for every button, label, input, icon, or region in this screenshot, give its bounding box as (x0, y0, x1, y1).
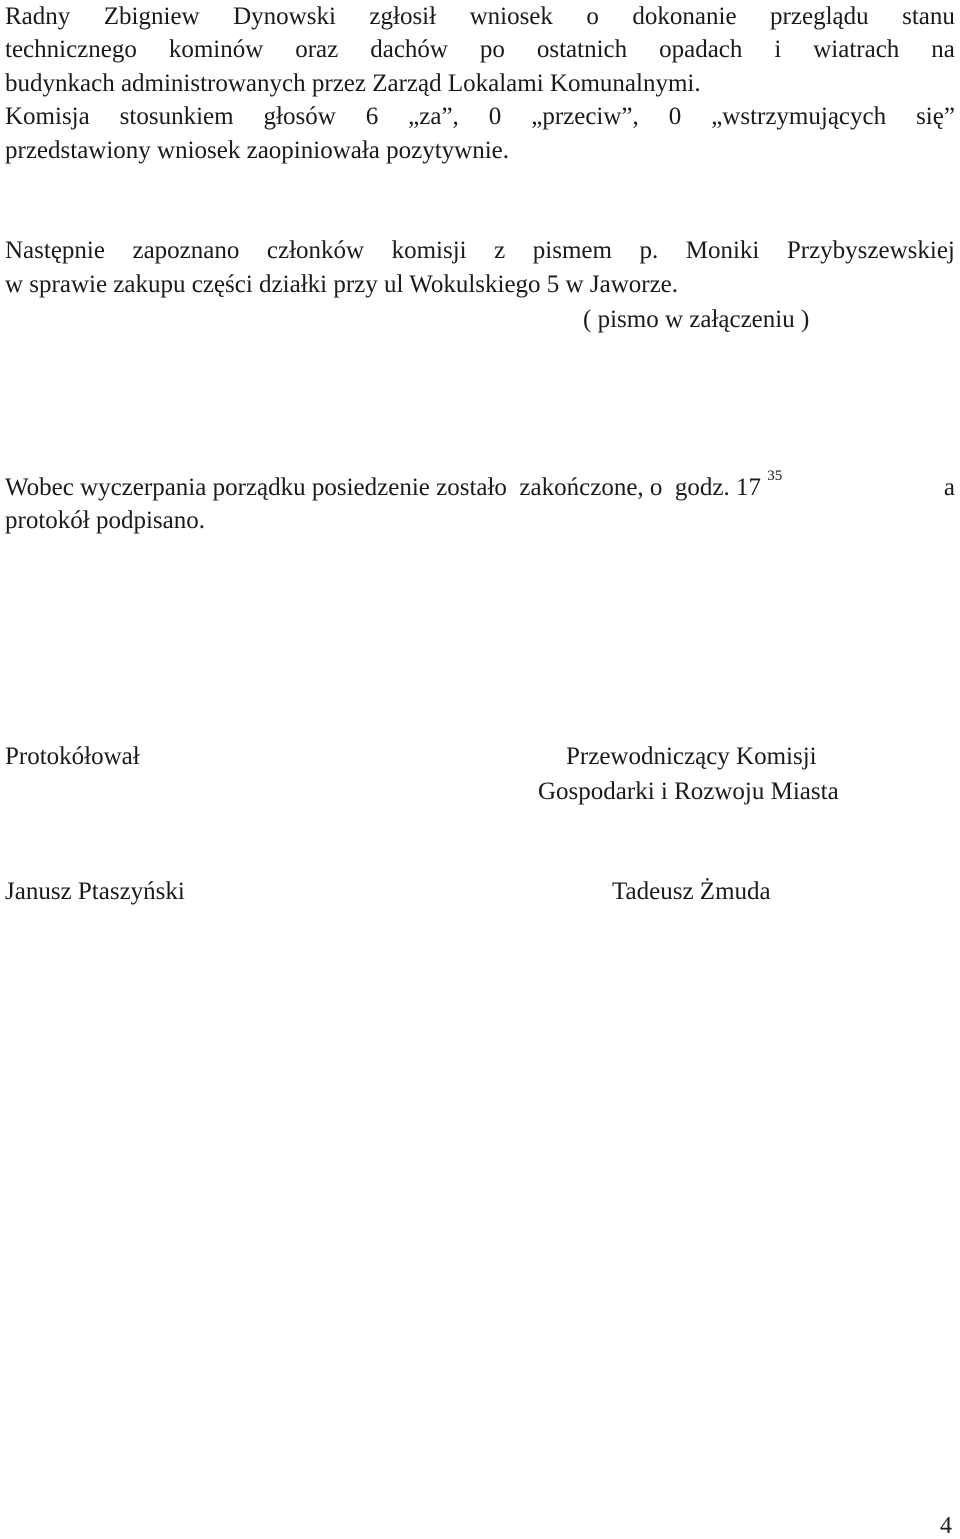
time-minutes-superscript: 35 (767, 468, 783, 484)
word: stosunkiem (119, 103, 234, 130)
attachment-note: ( pismo w załączeniu ) (583, 306, 810, 333)
closing-end-word: a (943, 474, 955, 501)
word: 0 (488, 103, 502, 130)
word: o (586, 3, 599, 30)
closing-line2: protokół podpisano. (5, 507, 205, 534)
signature-right-name: Tadeusz Żmuda (612, 878, 771, 905)
word: Zbigniew (103, 3, 200, 30)
word: wiatrach (813, 36, 900, 63)
word: komisji (391, 237, 467, 264)
word: ostatnich (536, 36, 628, 63)
word: opadach (659, 36, 743, 63)
closing-line1 (5, 468, 955, 501)
word: zgłosił (369, 3, 437, 30)
word: technicznego (5, 36, 137, 63)
paragraph1-line3: budynkach administrowanych przez Zarząd Lokalami Komunalnymi. (5, 70, 701, 97)
word: zapoznano (132, 237, 240, 264)
word: Moniki (685, 237, 760, 264)
word: członków (266, 237, 365, 264)
word: dachów (370, 36, 448, 63)
word: głosów (263, 103, 336, 130)
word: kominów (168, 36, 264, 63)
word: „wstrzymujących (711, 103, 887, 130)
page-number: 4 (940, 1513, 952, 1539)
word: Dynowski (233, 3, 336, 30)
paragraph1-line1 (5, 4, 955, 29)
word: „za”, (408, 103, 459, 130)
word: pismem (532, 237, 612, 264)
signature-right-title-line2: Gospodarki i Rozwoju Miasta (538, 778, 839, 805)
word: 6 (365, 103, 379, 130)
word: przeglądu (770, 3, 869, 30)
signature-left-name: Janusz Ptaszyński (5, 878, 185, 905)
word: „przeciw”, (531, 103, 639, 130)
word: 0 (668, 103, 682, 130)
word: się” (916, 103, 955, 130)
paragraph1-line5: przedstawiony wniosek zaopiniowała pozytywnie. (5, 137, 510, 164)
closing-text (5, 468, 783, 501)
closing-sentence: Wobec wyczerpania porządku posiedzenie zostało zakończone, o godz. 17 (5, 474, 762, 501)
word: Radny (5, 3, 71, 30)
word: po (479, 36, 505, 63)
word: Następnie (5, 237, 105, 264)
word: i (774, 36, 782, 63)
word: wniosek (469, 3, 553, 30)
signature-right-title-line1: Przewodniczący Komisji (566, 743, 817, 770)
paragraph2-line2: w sprawie zakupu części działki przy ul Wokulskiego 5 w Jaworze. (5, 271, 679, 298)
word: Komisja (5, 103, 90, 130)
paragraph2-line1 (5, 238, 955, 263)
word: Przybyszewskiej (786, 237, 955, 264)
paragraph1-line4 (5, 104, 955, 129)
signature-left-title: Protokółował (5, 743, 140, 770)
word: oraz (295, 36, 339, 63)
paragraph1-line2 (5, 37, 955, 62)
word: stanu (902, 3, 955, 30)
word: na (931, 36, 955, 63)
word: p. (639, 237, 659, 264)
word: z (494, 237, 506, 264)
word: dokonanie (632, 3, 737, 30)
